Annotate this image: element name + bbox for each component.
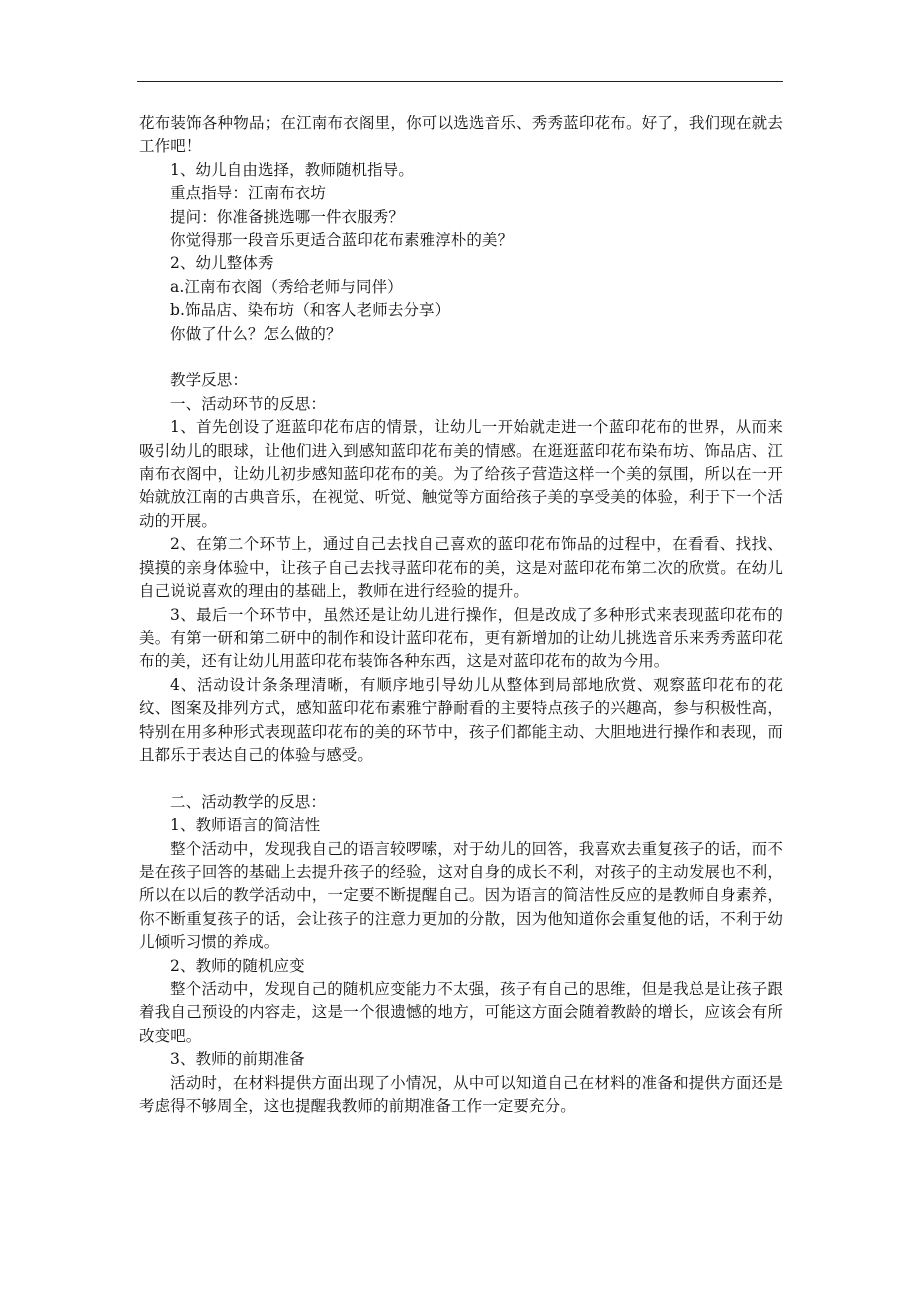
- blank-line: [139, 346, 783, 369]
- paragraph: 1、教师语言的简洁性: [170, 816, 321, 835]
- paragraph: b.饰品店、染布坊（和客人老师去分享）: [170, 301, 451, 320]
- paragraph: 你觉得那一段音乐更适合蓝印花布素雅淳朴的美？: [170, 231, 514, 250]
- paragraph: 2、幼儿整体秀: [170, 254, 274, 273]
- paragraph: 花布装饰各种物品；在江南布衣阁里，你可以选选音乐、秀秀蓝印花布。好了，我们现在就去工作吧！: [139, 114, 783, 156]
- document-body: [139, 112, 783, 1118]
- paragraph: 2、教师的随机应变: [170, 956, 305, 975]
- paragraph: 重点指导：江南布衣坊: [170, 184, 327, 203]
- paragraph: 二、活动教学的反思：: [170, 792, 327, 811]
- paragraph: 整个活动中，发现我自己的语言较啰嗦，对于幼儿的回答，我喜欢去重复孩子的话，而不是在孩子回答的基础上去提升孩子的经验，这对自身的成长不利，对孩子的主动发展也不利，所以在以后的教学活动中，一定要不断提醒自己。因为语言的简洁性反应的是教师自身素养，你不断重复孩子的话，会让孩子的注意力更加的分散，因为他知道你会重复他的话，不利于幼儿倾听习惯的养成。: [139, 839, 783, 952]
- paragraph: a.江南布衣阁（秀给老师与同伴）: [170, 277, 403, 296]
- paragraph: 3、最后一个环节中，虽然还是让幼儿进行操作，但是改成了多种形式来表现蓝印花布的美。有第一研和第二研中的制作和设计蓝印花布，更有新增加的让幼儿挑选音乐来秀秀蓝印花布的美，还有让幼儿用蓝印花布装饰各种东西，这是对蓝印花布的故为今用。: [139, 605, 783, 671]
- paragraph: 4、活动设计条条理清晰，有顺序地引导幼儿从整体到局部地欣赏、观察蓝印花布的花纹、图案及排列方式，感知蓝印花布素雅宁静耐看的主要特点孩子的兴趣高，参与积极性高，特别在用多种形式表现蓝印花布的美的环节中，孩子们都能主动、大胆地进行操作和表现，而且都乐于表达自己的体验与感受。: [139, 675, 783, 764]
- paragraph: 活动时，在材料提供方面出现了小情况，从中可以知道自己在材料的准备和提供方面还是考虑得不够周全，这也提醒我教师的前期准备工作一定要充分。: [139, 1073, 783, 1116]
- paragraph: 3、教师的前期准备: [170, 1050, 305, 1069]
- paragraph: 你做了什么？怎么做的？: [170, 324, 342, 343]
- paragraph: 一、活动环节的反思：: [170, 394, 327, 413]
- paragraph: 1、首先创设了逛蓝印花布店的情景，让幼儿一开始就走进一个蓝印花布的世界，从而来吸引幼儿的眼球，让他们进入到感知蓝印花布美的情感。在逛逛蓝印花布染布坊、饰品店、江南布衣阁中，让幼儿初步感知蓝印花布的美。为了给孩子营造这样一个美的氛围，所以在一开始就放江南的古典音乐，在视觉、听觉、触觉等方面给孩子美的享受美的体验，利于下一个活动的开展。: [139, 418, 783, 530]
- paragraph: 提问：你准备挑选哪一件衣服秀？: [170, 207, 405, 226]
- header-rule: [137, 81, 783, 82]
- paragraph: 2、在第二个环节上，通过自己去找自己喜欢的蓝印花布饰品的过程中，在看看、找找、摸摸的亲身体验中，让孩子自己去找寻蓝印花布的美，这是对蓝印花布第二次的欣赏。在幼儿自己说说喜欢的理由的基础上，教师在进行经验的提升。: [139, 535, 783, 601]
- blank-line: [139, 767, 783, 790]
- paragraph: 整个活动中，发现自己的随机应变能力不太强，孩子有自己的思维，但是我总是让孩子跟着我自己预设的内容走，这是一个很遗憾的地方，可能这方面会随着教龄的增长，应该会有所改变吧。: [139, 980, 783, 1045]
- paragraph: 教学反思：: [170, 371, 249, 390]
- paragraph: 1、幼儿自由选择，教师随机指导。: [170, 160, 414, 179]
